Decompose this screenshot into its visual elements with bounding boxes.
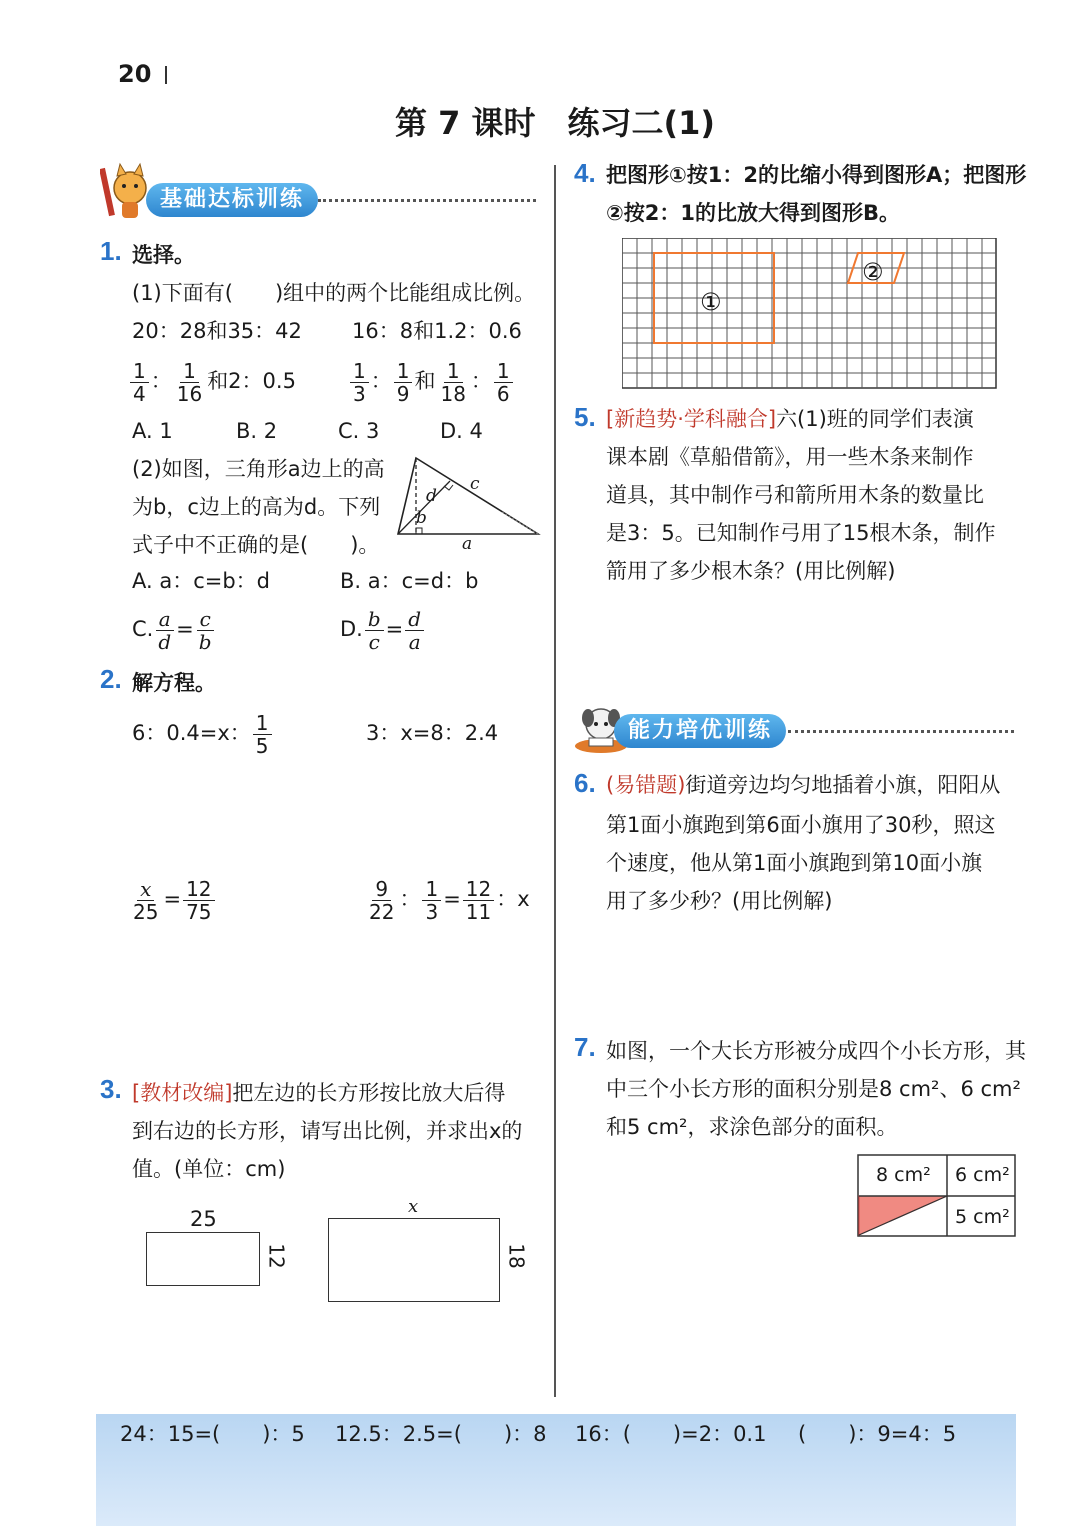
cat-mascot-icon bbox=[100, 162, 152, 222]
tri-label-c: c bbox=[470, 474, 480, 494]
q4-line2: ②按2：1的比放大得到图形B。 bbox=[606, 201, 901, 225]
q1-choice-b: B. 2 bbox=[236, 419, 278, 443]
q1-ratio-1: 20：28和35：42 bbox=[132, 319, 302, 343]
q1-part2-line1: (2)如图，三角形a边上的高 bbox=[132, 457, 385, 481]
q1-part2-line3: 式子中不正确的是( )。 bbox=[132, 533, 380, 557]
q1-ratio-2: 16：8和1.2：0.6 bbox=[352, 319, 522, 343]
q2-eq2: 3：x=8：2.4 bbox=[366, 721, 499, 745]
q7-number: 7. bbox=[574, 1032, 596, 1062]
q4-figure1-label: ① bbox=[700, 288, 722, 316]
q7-area-5: 5 cm² bbox=[955, 1206, 1010, 1228]
q3-number: 3. bbox=[100, 1074, 122, 1104]
q7-line2: 中三个小长方形的面积分别是8 cm²、6 cm² bbox=[606, 1077, 1021, 1101]
q1-number: 1. bbox=[100, 236, 122, 266]
q1-choice2-d: D. $\frac{b}{c}$ = $\frac{d}{a}$ bbox=[340, 604, 426, 654]
q5-line1: [新趋势·学科融合]六(1)班的同学们表演 bbox=[606, 407, 974, 431]
footer-exercise-4: ( )：9=4：5 bbox=[798, 1422, 957, 1446]
q3-small-rectangle bbox=[146, 1232, 260, 1286]
q3-large-rectangle bbox=[328, 1218, 500, 1302]
q3-small-height: 12 bbox=[264, 1243, 289, 1269]
tri-label-d: d bbox=[426, 486, 437, 506]
q1-choice2-b: B. a：c=d：b bbox=[340, 569, 479, 593]
q1-choice-d: D. 4 bbox=[440, 419, 483, 443]
banner-dots bbox=[318, 199, 536, 202]
section-banner-basic: 基础达标训练 bbox=[146, 183, 318, 217]
q1-choice2-a: A. a：c=b：d bbox=[132, 569, 271, 593]
tri-label-a: a bbox=[462, 534, 473, 554]
tri-label-b: b bbox=[416, 508, 427, 528]
q6-line2: 第1面小旗跑到第6面小旗用了30秒，照这 bbox=[606, 813, 996, 837]
q6-number: 6. bbox=[574, 768, 596, 798]
q1-choice2-c: C. $\frac{a}{d}$ = $\frac{c}{b}$ bbox=[132, 604, 217, 654]
q1-choice-a: A. 1 bbox=[132, 419, 173, 443]
q6-line4: 用了多少秒？(用比例解) bbox=[606, 889, 833, 913]
footer-exercise-2: 12.5：2.5=( )：8 bbox=[335, 1422, 547, 1446]
q6-line1: (易错题)街道旁边均匀地插着小旗，阳阳从 bbox=[606, 773, 1001, 797]
q2-eq3: $\frac{x}{25}$ = $\frac{12}{75}$ bbox=[128, 874, 217, 924]
q4-grid-figure bbox=[622, 238, 998, 390]
q5-line5: 箭用了多少根木条？(用比例解) bbox=[606, 559, 896, 583]
banner-dots-advanced bbox=[788, 730, 1014, 733]
q5-line2: 课本剧《草船借箭》，用一些木条来制作 bbox=[606, 445, 974, 469]
q2-eq1: 6：0.4=x： $\frac{1}{5}$ bbox=[132, 708, 274, 758]
page-number-divider bbox=[165, 66, 167, 84]
q3-line2: 到右边的长方形，请写出比例，并求出x的 bbox=[132, 1119, 523, 1143]
q3-line3: 值。(单位：cm) bbox=[132, 1157, 286, 1181]
q3-large-width: x bbox=[408, 1196, 419, 1217]
q1-ratio-4: $\frac{1}{3}$ ： $\frac{1}{9}$ 和 $\frac{1}{18}$ ： $\frac{1}{6}$ bbox=[348, 356, 515, 406]
footer-exercise-3: 16：( )=2：0.1 bbox=[575, 1422, 767, 1446]
q7-area-6: 6 cm² bbox=[955, 1164, 1010, 1186]
q7-line3: 和5 cm²，求涂色部分的面积。 bbox=[606, 1115, 898, 1139]
page-number: 20 bbox=[118, 60, 152, 88]
q2-number: 2. bbox=[100, 664, 122, 694]
q2-eq4: $\frac{9}{22}$ ： $\frac{1}{3}$ = $\frac{12}{11}$ ：x bbox=[369, 876, 530, 924]
q3-small-width: 25 bbox=[190, 1207, 217, 1231]
footer-exercise-1: 24：15=( )：5 bbox=[120, 1422, 305, 1446]
q1-heading: 选择。 bbox=[132, 243, 195, 267]
q5-number: 5. bbox=[574, 402, 596, 432]
q1-ratio-3: $\frac{1}{4}$ ： $\frac{1}{16}$ 和2：0.5 bbox=[128, 356, 296, 406]
q5-line3: 道具，其中制作弓和箭所用木条的数量比 bbox=[606, 483, 984, 507]
q7-line1: 如图，一个大长方形被分成四个小长方形，其 bbox=[606, 1039, 1026, 1063]
q6-line3: 个速度，他从第1面小旗跑到第10面小旗 bbox=[606, 851, 983, 875]
q4-number: 4. bbox=[574, 158, 596, 188]
q4-figure2-label: ② bbox=[862, 258, 884, 286]
q3-line1: [教材改编]把左边的长方形按比放大后得 bbox=[132, 1081, 506, 1105]
q4-line1: 把图形①按1：2的比缩小得到图形A；把图形 bbox=[606, 163, 1027, 187]
q1-part1: (1)下面有( )组中的两个比能组成比例。 bbox=[132, 281, 536, 305]
q1-choice-c: C. 3 bbox=[338, 419, 380, 443]
section-banner-advanced: 能力培优训练 bbox=[614, 714, 786, 748]
q2-heading: 解方程。 bbox=[132, 671, 216, 695]
q1-part2-line2: 为b，c边上的高为d。下列 bbox=[132, 495, 381, 519]
column-divider bbox=[554, 165, 556, 1397]
q7-area-8: 8 cm² bbox=[876, 1164, 931, 1186]
page-title: 第 7 课时 练习二(1) bbox=[394, 104, 716, 142]
q3-large-height: 18 bbox=[504, 1243, 529, 1269]
q5-line4: 是3：5。已知制作弓用了15根木条，制作 bbox=[606, 521, 996, 545]
